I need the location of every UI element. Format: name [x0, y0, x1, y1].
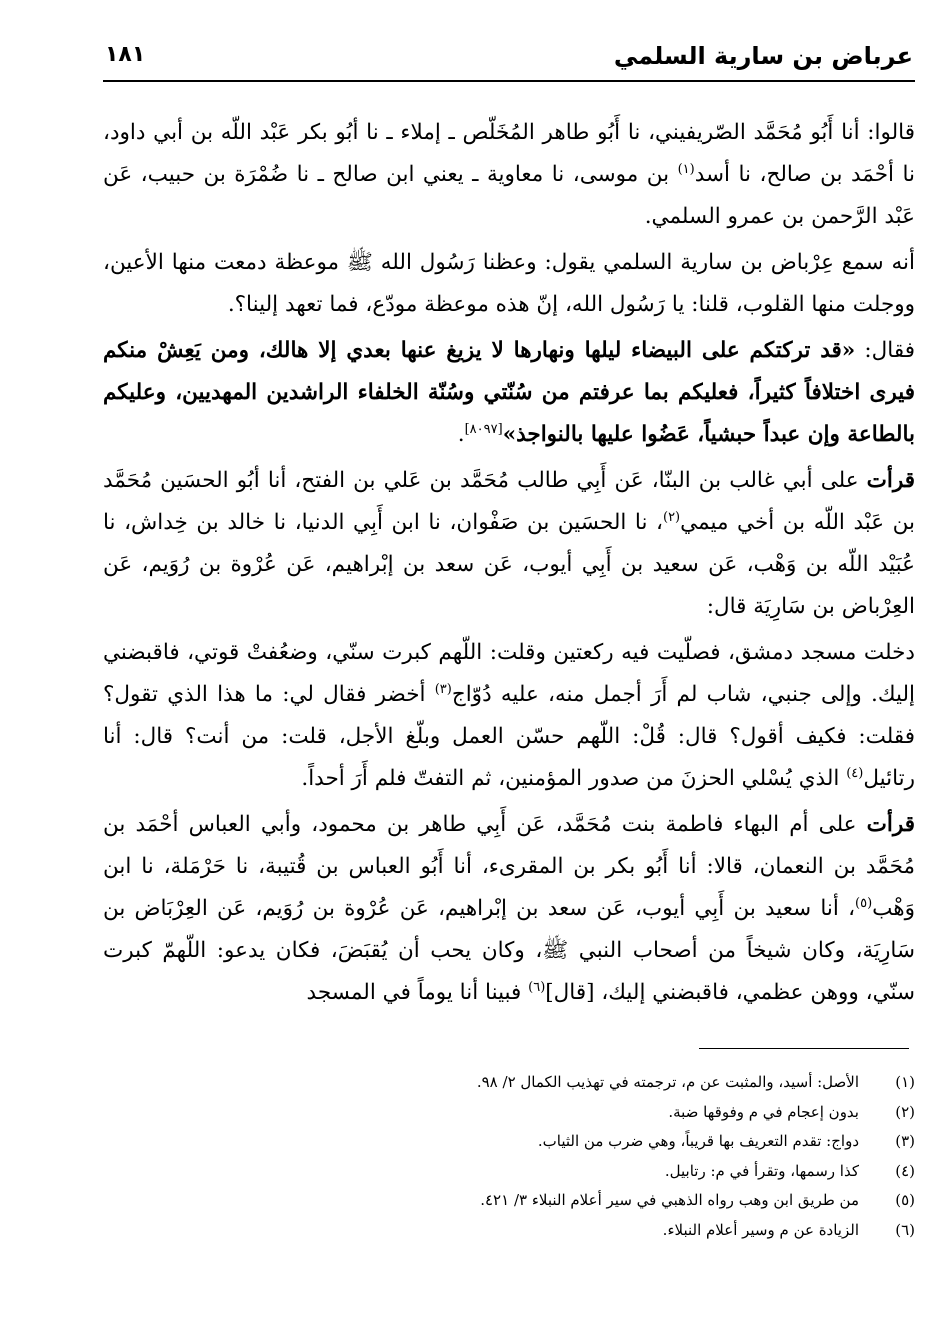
paragraph-5: [103, 632, 915, 800]
footnote-ref: (٤): [846, 765, 864, 781]
footnote-text: دواج: تقدم التعريف بها قريباً، وهي ضرب من الثياب.: [537, 1132, 859, 1150]
main-text: [103, 112, 915, 1018]
paragraph-lead: قرأت: [866, 812, 915, 837]
footnote-text: الزيادة عن م وسير أعلام النبلاء.: [662, 1220, 859, 1239]
paragraph-text: دخلت مسجد دمشق، فصلّيت فيه ركعتين وقلت: اللّهم كبرت سنّي، وضعُفتْ قوتي، فاقبضني إليك. وإلى جنبي، شاب لم أَرَ أجمل منه، عليه دُوّاج: [103, 640, 915, 707]
footnotes: [103, 1068, 915, 1245]
footnote-item: [103, 1216, 915, 1246]
page-number: ١٨١: [105, 42, 146, 67]
footnote-ref: (٦): [528, 979, 546, 995]
footnote-number: (٤): [895, 1161, 915, 1180]
footnote-text: الأصل: أسيد، والمثبت عن م، ترجمته في تهذيب الكمال ٢/ ٩٨.: [476, 1073, 859, 1091]
footnote-number: (١): [895, 1073, 915, 1091]
paragraph-text: ، نا الحسَين بن صَفْوان، نا ابن أَبِي الدنيا، نا خالد بن خِداش، نا عُبَيْد اللّه بن وَهْب، عَن سعيد بن أَبِي أيوب، عَن سعد بن إبْراهيم، عَن عُرْوة بن رُوَيم، عَن العِرْباض بن سَارِيَة قال:: [103, 510, 915, 619]
paragraph-6: [103, 804, 915, 1014]
footnote-ref: (١): [677, 161, 695, 177]
hadith-quote: «قد تركتكم على البيضاء ليلها ونهارها لا يزيغ عنها بعدي إلا هالك، ومن يَعِشْ منكم فيرى اختلافاً كثيراً، فعليكم بما عرفتم من سُنّتي وسُنّة الخلفاء الراشدين المهديين، وعليكم بالطاعة وإن عبداً حبشياً، عَضُوا عليها بالنواجذ»: [103, 338, 915, 447]
footnote-item: [103, 1127, 915, 1157]
paragraph-text: أنه سمع عِرْباض بن سارية السلمي يقول: وعظنا رَسُول الله ﷺ موعظة دمعت منها الأعين، ووجلت منها القلوب، قلنا: يا رَسُول الله، إنّ هذه موعظة مودّع، فما تعهد إلينا؟.: [103, 250, 915, 317]
page-header: [103, 36, 915, 82]
footnote-text: كذا رسمها، وتقرأ في م: رتابيل.: [664, 1161, 859, 1180]
footnote-item: [103, 1157, 915, 1187]
footnote-ref: (٣): [434, 681, 452, 697]
footnote-number: (٥): [895, 1191, 915, 1209]
footnote-ref: (٥): [855, 895, 873, 911]
hadith-number: [٨٠٩٧]: [464, 421, 503, 437]
paragraph-2: [103, 242, 915, 326]
paragraph-text: قالوا: أنا أَبُو مُحَمَّد الصّريفيني، نا أَبُو طاهر المُخَلّص ـ إملاء ـ نا أبُو بكر عَبْد اللّه بن أبي داود، نا أحْمَد بن صالح، نا أسد: [103, 120, 915, 187]
paragraph-text: على أم البهاء فاطمة بنت مُحَمَّد، عَن أَبِي طاهر بن محمود، وأبي العباس أحْمَد بن مُحَمَّد بن النعمان، قالا: أنا أَبُو بكر بن المقرىء، أنا أَبُو العباس بن قُتيبة، نا حَرْمَلة، نا ابن وَهْب: [103, 812, 915, 921]
running-title: عرباض بن سارية السلمي: [613, 42, 913, 70]
footnote-number: (٢): [895, 1102, 915, 1121]
footnote-item: [103, 1068, 915, 1098]
paragraph-lead: قرأت: [866, 468, 915, 493]
footnote-item: [103, 1186, 915, 1216]
paragraph-text: ، أنا سعيد بن أَبِي أيوب، عَن سعد بن إبْراهيم، عَن عُرْوة بن رُوَيم، عَن العِرْبَاض بن سَارِيَة، وكان شيخاً من أصحاب النبي ﷺ، وكان يحب أن يُقبَضَ، فكان يدعو: اللّهمّ كبرت سنّي، ووهن عظمي، فاقبضني إليك، [قال]: [103, 896, 915, 1005]
paragraph-3: فقال: «قد تركتكم على البيضاء ليلها ونهارها لا يزيغ عنها بعدي إلا هالك، ومن يَعِشْ منكم فيرى اختلافاً كثيراً، فعليكم بما عرفتم من سُنّتي وسُنّة الخلفاء الراشدين المهديين، وعليكم بالطاعة وإن عبداً حبشياً، عَضُوا عليها بالنواجذ»[٨٠٩٧].: [103, 338, 916, 447]
paragraph-1: [103, 112, 915, 238]
footnote-ref: (٢): [662, 509, 681, 525]
paragraph-text: أخضر فقال لي: ما هذا الذي تقول؟ فقلت: فكيف أقول؟ قال: قُلْ: اللّهم حسّن العمل وبلّغ الأجل، قلت: من أنت؟ قال: أنا رتائيل: [103, 682, 915, 791]
footnote-item: [103, 1098, 915, 1128]
paragraph-lead: فقال:: [855, 338, 916, 363]
footnote-number: (٦): [895, 1220, 915, 1239]
footnote-text: من طريق ابن وهب رواه الذهبي في سير أعلام النبلاء ٣/ ٤٢١.: [480, 1191, 859, 1209]
paragraph-text: بن موسى، نا معاوية ـ يعني ابن صالح ـ نا ضُمْرَة بن حبيب، عَن عَبْد الرَّحمن بن عمرو السلمي.: [103, 162, 915, 229]
footnote-divider: [699, 1048, 909, 1049]
paragraph-4: [103, 460, 915, 628]
paragraph-text: الذي يُسْلي الحزنَ من صدور المؤمنين، ثم التفتّ فلم أَرَ أحداً.: [301, 766, 847, 791]
paragraph-text: فبينا أنا يوماً في المسجد: [306, 980, 529, 1005]
paragraph-text: على أبي غالب بن البنّا، عَن أَبِي طالب مُحَمَّد بن عَلي بن الفتح، أنا أبُو الحسَين مُحَمَّد بن عَبْد اللّه بن أخي ميمي: [103, 468, 915, 535]
footnote-number: (٣): [895, 1132, 915, 1150]
footnote-text: بدون إعجام في م وفوقها ضبة.: [668, 1102, 859, 1121]
